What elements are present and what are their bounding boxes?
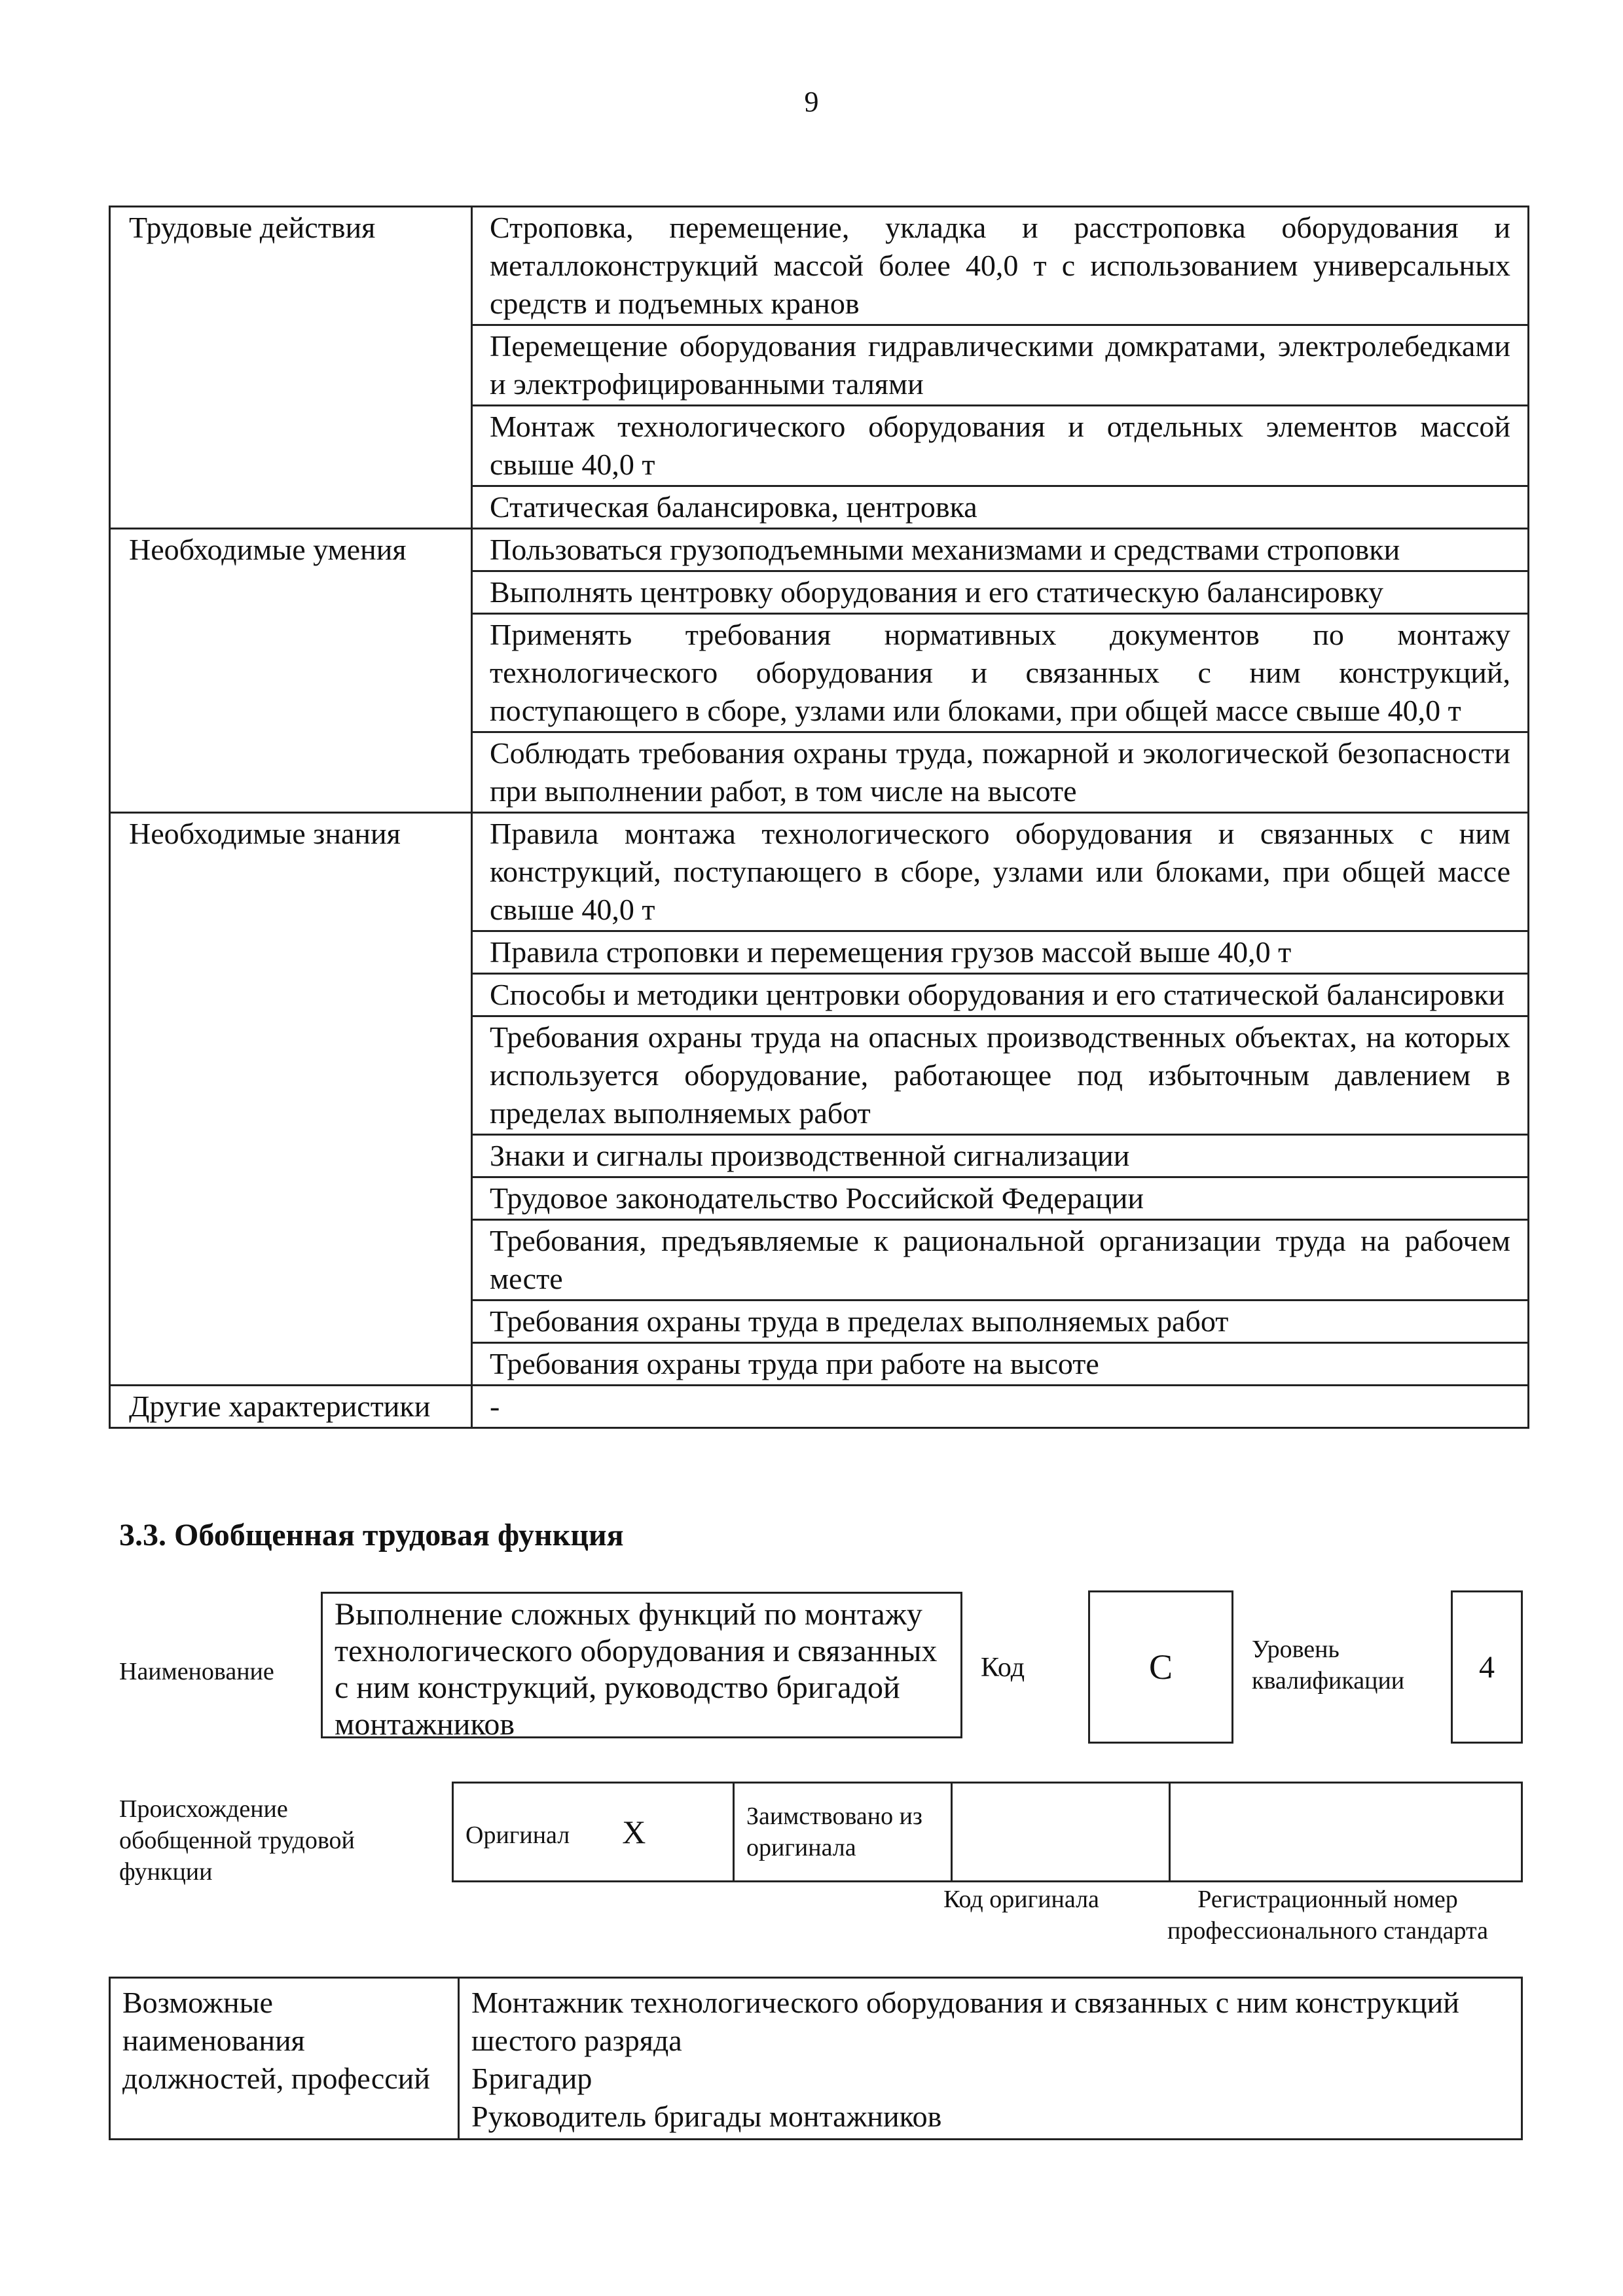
row-category: Другие характеристики xyxy=(110,1386,472,1428)
table-row xyxy=(110,529,1529,571)
row-item: Правила строповки и перемещения грузов массой выше 40,0 т xyxy=(472,931,1529,974)
row-category: Необходимые знания xyxy=(110,813,472,1386)
origin-label: Происхождение обобщенной трудовой функции xyxy=(119,1795,355,1886)
row-category: Необходимые умения xyxy=(110,529,472,813)
code-value-box: С xyxy=(1088,1590,1233,1744)
post-item: Руководитель бригады монтажников xyxy=(471,2100,942,2133)
row-item: Статическая балансировка, центровка xyxy=(472,486,1529,529)
row-item: Монтаж технологического оборудования и отдельных элементов массой свыше 40,0 т xyxy=(472,406,1529,486)
registration-caption: Регистрационный номер профессионального стандарта xyxy=(1167,1886,1488,1945)
origin-original-cell xyxy=(453,1783,734,1882)
row-category: Трудовые действия xyxy=(110,207,472,529)
code-caption: Код оригинала xyxy=(943,1886,1099,1913)
row-item: Пользоваться грузоподъемными механизмами и средствами строповки xyxy=(472,529,1529,571)
row-item: Требования охраны труда при работе на высоте xyxy=(472,1343,1529,1386)
row-item: Требования, предъявляемые к рациональной организации труда на рабочем месте xyxy=(472,1220,1529,1300)
function-name-box: Выполнение сложных функций по монтажу технологического оборудования и связанных с ним конструкций, руководство бригадой монтажников xyxy=(321,1592,962,1738)
row-item: Способы и методики центровки оборудования и его статической балансировки xyxy=(472,974,1529,1016)
page-number: 9 xyxy=(804,86,819,118)
posts-list xyxy=(459,1978,1522,2140)
table-row xyxy=(110,813,1529,931)
table-row xyxy=(110,207,1529,325)
possible-posts-table xyxy=(109,1977,1523,2140)
origin-table xyxy=(452,1782,1523,1882)
section-heading: 3.3. Обобщенная трудовая функция xyxy=(119,1518,624,1552)
qualification-level-label: Уровень квалификации xyxy=(1252,1636,1405,1695)
labor-functions-table xyxy=(109,206,1529,1429)
posts-label: Возможные наименования должностей, профессий xyxy=(110,1978,459,2140)
post-item: Бригадир xyxy=(471,2062,593,2095)
row-item: Знаки и сигналы производственной сигнализации xyxy=(472,1135,1529,1177)
row-item: Применять требования нормативных документов по монтажу технологического оборудования и связанных с ним конструкций, поступающего в сборе, узлами или блоками, при общей массе свыше 40,0 т xyxy=(472,614,1529,732)
original-label: Оригинал xyxy=(465,1821,570,1849)
row-item: Трудовое законодательство Российской Федерации xyxy=(472,1177,1529,1220)
name-label: Наименование xyxy=(119,1658,274,1685)
row-item: Перемещение оборудования гидравлическими домкратами, электролебедками и электрофицированными талями xyxy=(472,325,1529,406)
row-item: Требования охраны труда в пределах выполняемых работ xyxy=(472,1300,1529,1343)
table-row xyxy=(110,1386,1529,1428)
code-label: Код xyxy=(981,1653,1025,1683)
origin-code-cell xyxy=(952,1783,1170,1882)
row-item: Выполнять центровку оборудования и его статическую балансировку xyxy=(472,571,1529,614)
registration-number-cell xyxy=(1170,1783,1522,1882)
post-item: Монтажник технологического оборудования и связанных с ним конструкций шестого разряда xyxy=(471,1986,1459,2057)
row-item: - xyxy=(472,1386,1529,1428)
original-mark: X xyxy=(622,1814,646,1850)
row-item: Правила монтажа технологического оборудования и связанных с ним конструкций, поступающего в сборе, узлами или блоками, при общей массе свыше 40,0 т xyxy=(472,813,1529,931)
row-item: Соблюдать требования охраны труда, пожарной и экологической безопасности при выполнении работ, в том числе на высоте xyxy=(472,732,1529,813)
borrowed-label: Заимствовано из оригинала xyxy=(734,1783,952,1882)
qualification-level-box: 4 xyxy=(1451,1590,1523,1744)
row-item: Строповка, перемещение, укладка и расстроповка оборудования и металлоконструкций массой более 40,0 т с использованием универсальных средств и подъемных кранов xyxy=(472,207,1529,325)
row-item: Требования охраны труда на опасных производственных объектах, на которых используется оборудование, работающее под избыточным давлением в пределах выполняемых работ xyxy=(472,1016,1529,1135)
